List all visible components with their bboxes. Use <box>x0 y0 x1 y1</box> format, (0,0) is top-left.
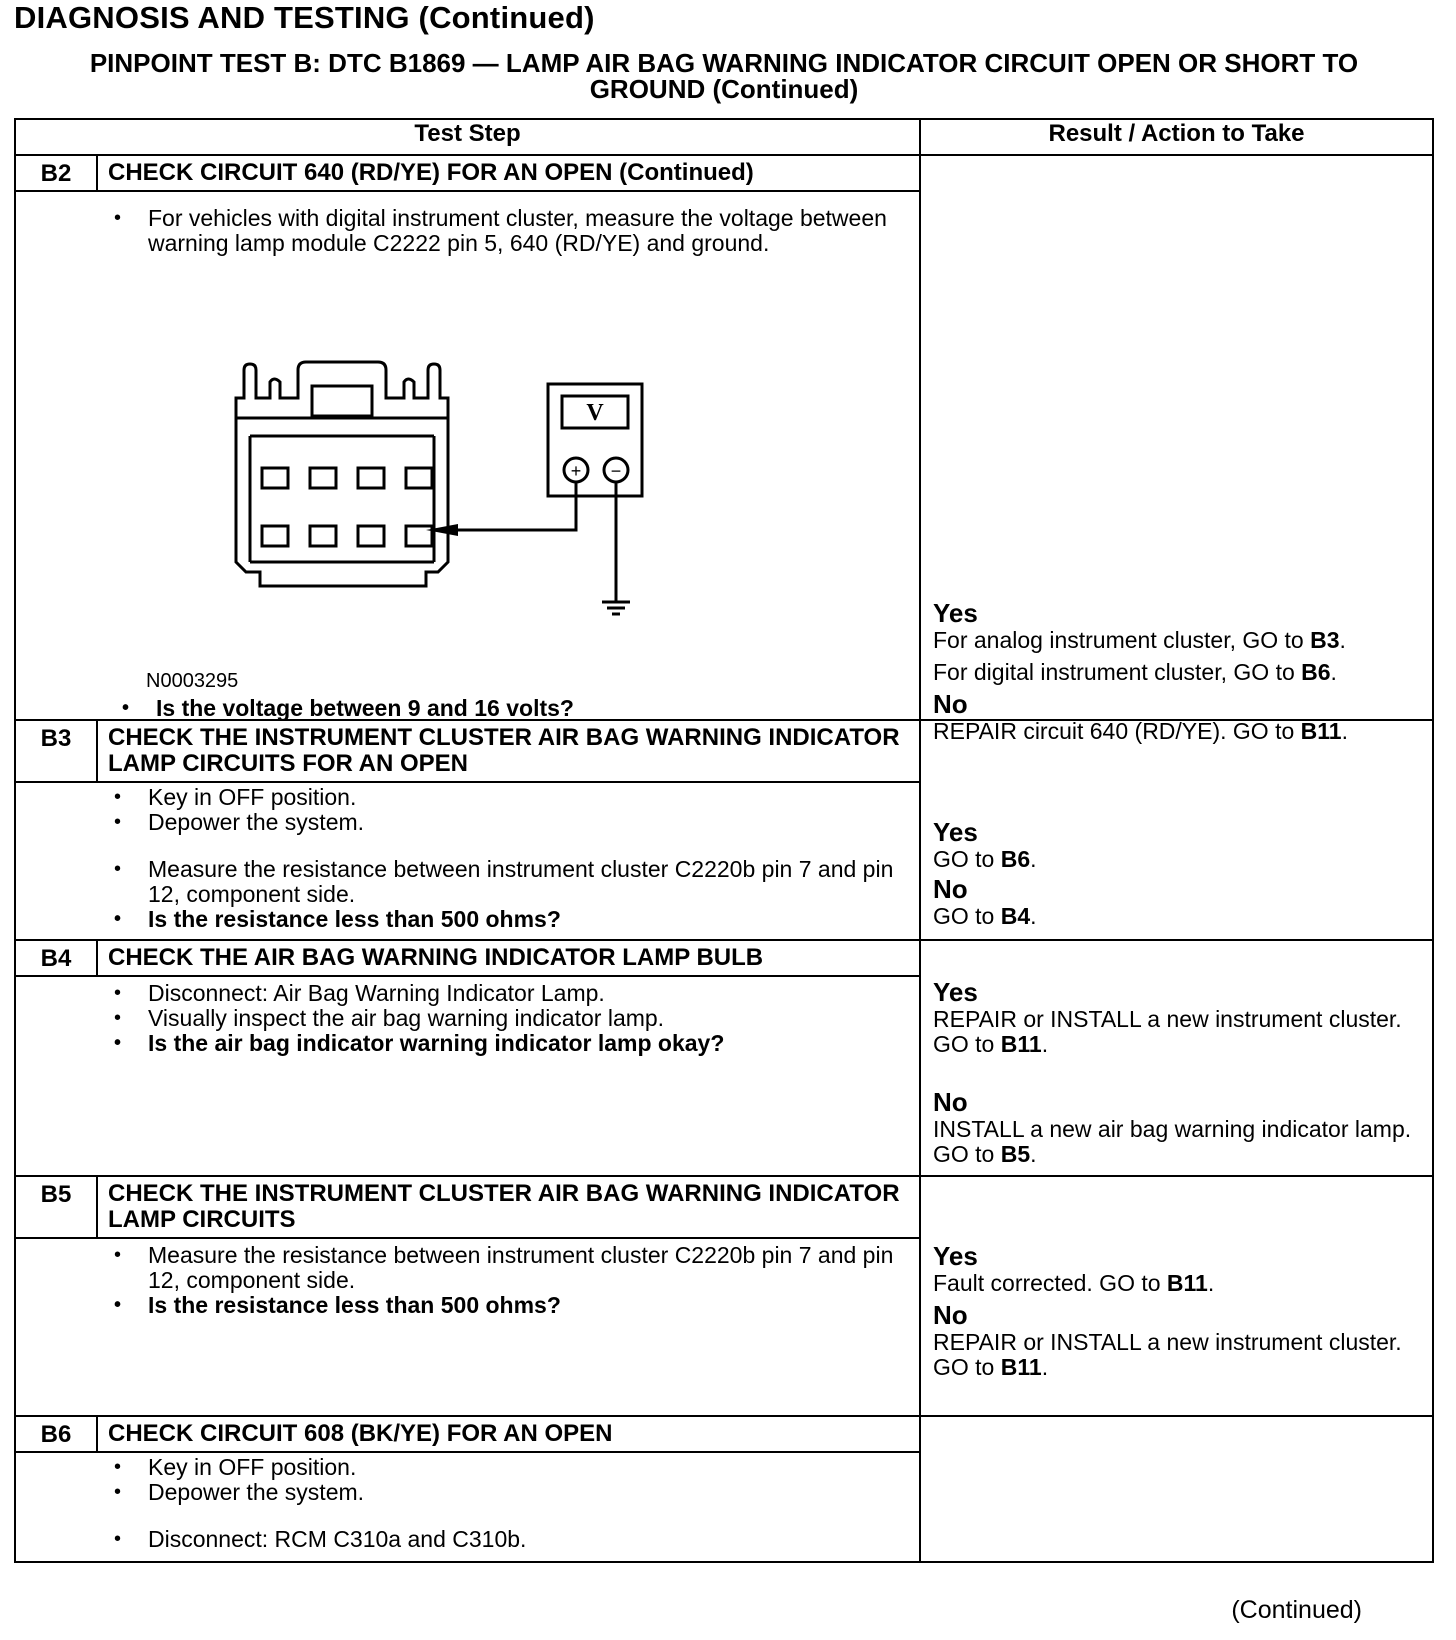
yes-label: Yes <box>933 598 978 628</box>
result-yes-digital: For digital instrument cluster, GO to B6. <box>933 659 1337 685</box>
no-label: No <box>933 1300 968 1330</box>
pinpoint-test-title-line2: GROUND (Continued) <box>589 74 859 104</box>
yes-label: Yes <box>933 817 978 847</box>
step-b6-title-row <box>15 1416 1433 1452</box>
result-block <box>933 1241 1418 1380</box>
continued-label: (Continued) <box>1231 1596 1362 1624</box>
step-id: B6 <box>15 1416 97 1452</box>
step-b3-body <box>15 782 920 940</box>
result-text: REPAIR circuit 640 (RD/YE). GO to <box>933 718 1301 744</box>
step-question: • Is the voltage between 9 and 16 volts? <box>24 696 919 721</box>
step-reference: B11 <box>1000 1354 1042 1380</box>
ground-symbol-icon <box>602 602 630 614</box>
step-id: B5 <box>15 1176 97 1238</box>
step-reference: B11 <box>1000 1031 1042 1057</box>
step-reference: B11 <box>1300 718 1342 744</box>
step-question: • Is the resistance less than 500 ohms? <box>16 907 919 932</box>
step-title: CHECK THE INSTRUMENT CLUSTER AIR BAG WARNING INDICATOR LAMP CIRCUITS <box>97 1176 920 1238</box>
connector-voltmeter-diagram <box>226 340 686 620</box>
no-label: No <box>933 1087 968 1117</box>
step-b2-title-row <box>15 155 1433 191</box>
result-no: INSTALL a new air bag warning indicator lamp. GO to B5. <box>933 1116 1412 1167</box>
step-instruction: • Visually inspect the air bag warning indicator lamp. <box>16 1006 919 1031</box>
result-text: For digital instrument cluster, GO to <box>933 659 1302 685</box>
result-text: REPAIR or INSTALL a new instrument cluster. GO to <box>933 1329 1402 1380</box>
positive-terminal-label: + <box>570 461 582 481</box>
voltmeter-label: V <box>586 400 604 426</box>
step-title: CHECK THE INSTRUMENT CLUSTER AIR BAG WARNING INDICATOR LAMP CIRCUITS FOR AN OPEN <box>97 720 920 782</box>
column-header-result: Result / Action to Take <box>920 119 1433 155</box>
step-instruction: • Key in OFF position. <box>16 1455 919 1480</box>
step-b4-title-row <box>15 940 1433 976</box>
step-b5-title-row <box>15 1176 1433 1238</box>
yes-label: Yes <box>933 1241 978 1271</box>
result-yes: Fault corrected. GO to B11. <box>933 1270 1215 1296</box>
step-instruction: • Depower the system. <box>16 1480 919 1505</box>
step-id: B3 <box>15 720 97 782</box>
step-id: B4 <box>15 940 97 976</box>
pinpoint-test-title <box>14 50 1434 102</box>
step-reference: B3 <box>1310 627 1340 653</box>
step-b5-result <box>920 1176 1433 1416</box>
step-id: B2 <box>15 155 97 191</box>
step-reference: B5 <box>1000 1141 1031 1167</box>
result-text: For analog instrument cluster, GO to <box>933 627 1311 653</box>
step-instruction: • Measure the resistance between instrument cluster C2220b pin 7 and pin 12, component side. <box>16 857 919 907</box>
pinpoint-test-title-line1: PINPOINT TEST B: DTC B1869 — LAMP AIR BAG WARNING INDICATOR CIRCUIT OPEN OR SHORT TO <box>89 48 1359 78</box>
step-b4-body <box>15 976 920 1176</box>
step-instruction: • Measure the resistance between instrument cluster C2220b pin 7 and pin 12, component side. <box>16 1243 919 1293</box>
step-question: • Is the air bag indicator warning indicator lamp okay? <box>16 1031 919 1056</box>
step-instruction: • Depower the system. <box>16 810 919 835</box>
step-b3-result <box>920 720 1433 940</box>
yes-label: Yes <box>933 977 978 1007</box>
probe-wire <box>458 482 616 602</box>
step-reference: B11 <box>1166 1270 1208 1296</box>
step-title: CHECK CIRCUIT 608 (BK/YE) FOR AN OPEN <box>97 1416 920 1452</box>
step-b3-title-row <box>15 720 1433 782</box>
result-yes: REPAIR or INSTALL a new instrument cluster. GO to B11. <box>933 1006 1402 1057</box>
step-instruction: • Disconnect: Air Bag Warning Indicator Lamp. <box>16 981 919 1006</box>
result-text: REPAIR or INSTALL a new instrument cluster. GO to <box>933 1006 1402 1057</box>
step-b6-body <box>15 1452 920 1562</box>
step-reference: B6 <box>1000 846 1031 872</box>
result-text: GO to <box>933 903 1001 929</box>
result-no: GO to B4. <box>933 903 1037 929</box>
page-title: DIAGNOSIS AND TESTING (Continued) <box>14 0 595 35</box>
step-b6-result <box>920 1416 1433 1562</box>
table-header-row <box>15 119 1433 155</box>
figure-code: N0003295 <box>146 670 239 692</box>
no-label: No <box>933 874 968 904</box>
connector-icon <box>236 362 448 586</box>
result-text: GO to <box>933 846 1001 872</box>
pinpoint-test-table <box>14 118 1434 1563</box>
step-b4-result <box>920 940 1433 1176</box>
no-label: No <box>933 689 968 719</box>
column-header-test-step: Test Step <box>15 119 920 155</box>
result-block <box>933 817 1418 929</box>
step-title: CHECK THE AIR BAG WARNING INDICATOR LAMP BULB <box>97 940 920 976</box>
step-reference: B4 <box>1000 903 1031 929</box>
result-yes: GO to B6. <box>933 846 1037 872</box>
step-title: CHECK CIRCUIT 640 (RD/YE) FOR AN OPEN (Continued) <box>97 155 920 191</box>
result-block <box>933 977 1418 1167</box>
step-b2-result <box>920 155 1433 744</box>
step-question: • Is the resistance less than 500 ohms? <box>16 1293 919 1318</box>
step-instruction: • Disconnect: RCM C310a and C310b. <box>16 1527 919 1552</box>
result-text: Fault corrected. GO to <box>933 1270 1167 1296</box>
result-text: INSTALL a new air bag warning indicator lamp. GO to <box>933 1116 1412 1167</box>
result-no: REPAIR or INSTALL a new instrument cluster. GO to B11. <box>933 1329 1402 1380</box>
step-b2-body <box>15 191 920 720</box>
negative-terminal-label: − <box>610 461 622 481</box>
step-instruction: • Key in OFF position. <box>16 785 919 810</box>
step-b5-body <box>15 1238 920 1416</box>
step-reference: B6 <box>1301 659 1331 685</box>
result-yes-analog: For analog instrument cluster, GO to B3. <box>933 627 1346 653</box>
result-no: REPAIR circuit 640 (RD/YE). GO to B11. <box>933 718 1348 744</box>
step-instruction: • For vehicles with digital instrument cluster, measure the voltage between warning lamp module C2222 pin 5, 640 (RD/YE) and ground. <box>16 206 919 256</box>
